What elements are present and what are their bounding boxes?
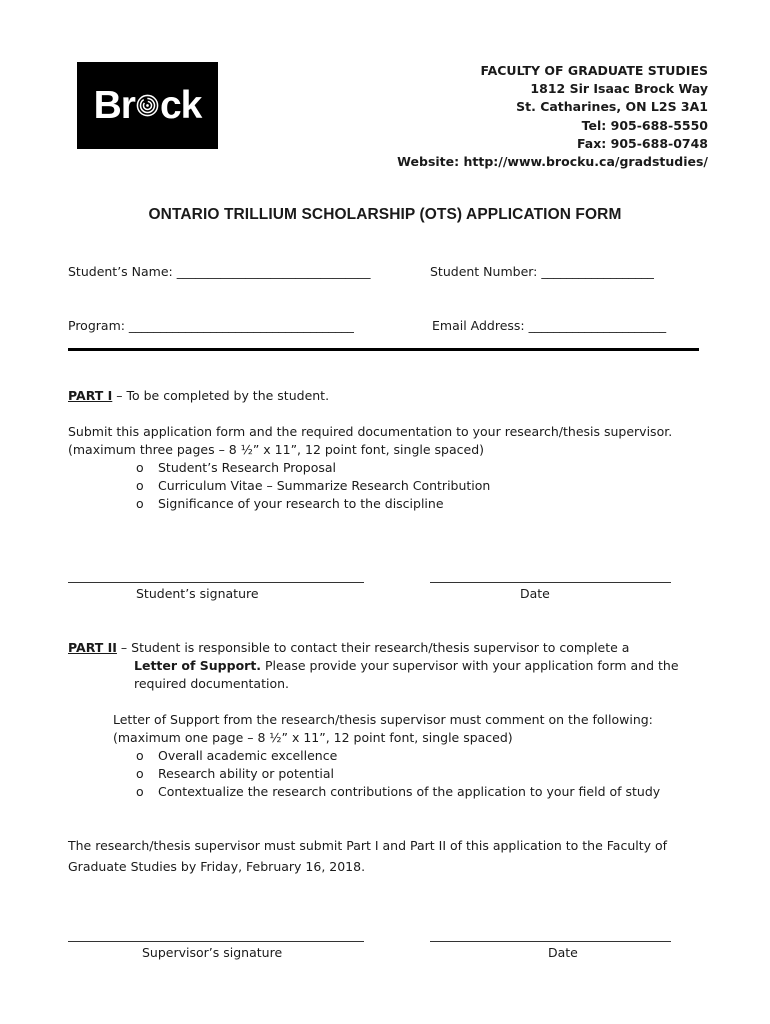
part2-label: PART II [68, 640, 117, 655]
list-item-text: Student’s Research Proposal [158, 460, 337, 475]
bullet: o [136, 460, 144, 475]
student-date-line[interactable] [430, 582, 671, 583]
part1-max-text: (maximum three pages – 8 ½” x 11”, 12 point font, single spaced) [68, 442, 485, 457]
brock-logo [77, 62, 218, 149]
list-item [136, 478, 490, 493]
closing-line1: The research/thesis supervisor must submit Part I and Part II of this application to the Faculty of [68, 838, 668, 853]
faculty-address [397, 62, 708, 171]
fingerprint-icon [136, 94, 159, 117]
form-title: ONTARIO TRILLIUM SCHOLARSHIP (OTS) APPLICATION FORM [148, 206, 622, 223]
address-line: Tel: 905-688-5550 [581, 117, 708, 133]
student-date-label: Date [520, 586, 550, 601]
address-line: St. Catharines, ON L2S 3A1 [516, 99, 708, 115]
student-signature-label: Student’s signature [136, 586, 259, 601]
part2-line3: required documentation. [134, 676, 289, 691]
part1-intro: – To be completed by the student. [112, 388, 330, 403]
supervisor-signature-label: Supervisor’s signature [142, 945, 283, 960]
list-item [136, 460, 336, 475]
student-number-field[interactable]: Student Number: __________________ [430, 264, 654, 279]
list-item-text: Contextualize the research contributions of the application to your field of study [158, 784, 661, 799]
address-line: 1812 Sir Isaac Brock Way [530, 81, 708, 97]
part1-heading [68, 388, 329, 403]
bullet: o [136, 478, 144, 493]
logo-wordmark [94, 84, 202, 128]
address-line: FACULTY OF GRADUATE STUDIES [480, 63, 708, 78]
list-item [136, 748, 337, 763]
list-item-text: Curriculum Vitae – Summarize Research Contribution [158, 478, 491, 493]
list-item [136, 496, 444, 511]
part2-comment: Letter of Support from the research/thesis supervisor must comment on the following: [113, 712, 653, 727]
section-divider [68, 348, 699, 351]
supervisor-date-label: Date [548, 945, 578, 960]
bullet: o [136, 748, 144, 763]
list-item-text: Research ability or potential [158, 766, 334, 781]
supervisor-signature-line[interactable] [68, 941, 364, 942]
list-item-text: Significance of your research to the discipline [158, 496, 444, 511]
part1-label: PART I [68, 388, 113, 403]
part1-submit-text: Submit this application form and the required documentation to your research/thesis supervisor. [68, 424, 673, 439]
list-item [136, 766, 334, 781]
bullet: o [136, 784, 144, 799]
student-name-field[interactable]: Student’s Name: _______________________________ [68, 264, 371, 279]
part2-max-text: (maximum one page – 8 ½” x 11”, 12 point font, single spaced) [113, 730, 513, 745]
logo-text-pre: Br [93, 83, 135, 127]
list-item [136, 784, 660, 799]
letter-of-support: Letter of Support. [134, 658, 262, 673]
bullet: o [136, 766, 144, 781]
logo-text-post: ck [159, 83, 202, 127]
list-item-text: Overall academic excellence [158, 748, 338, 763]
student-signature-line[interactable] [68, 582, 364, 583]
part2-heading [68, 640, 629, 655]
program-field[interactable]: Program: ____________________________________ [68, 318, 354, 333]
bullet: o [136, 496, 144, 511]
closing-line2: Graduate Studies by Friday, February 16, 2018. [68, 859, 366, 874]
address-line: Fax: 905-688-0748 [576, 135, 708, 151]
part2-line2-rest: Please provide your supervisor with your application form and the [261, 658, 679, 673]
supervisor-date-line[interactable] [430, 941, 671, 942]
part2-intro: – Student is responsible to contact their research/thesis supervisor to complete a [116, 640, 630, 655]
address-line: Website: http://www.brocku.ca/gradstudies/ [397, 154, 708, 170]
email-field[interactable]: Email Address: ______________________ [432, 318, 667, 333]
part2-line2 [134, 658, 679, 673]
